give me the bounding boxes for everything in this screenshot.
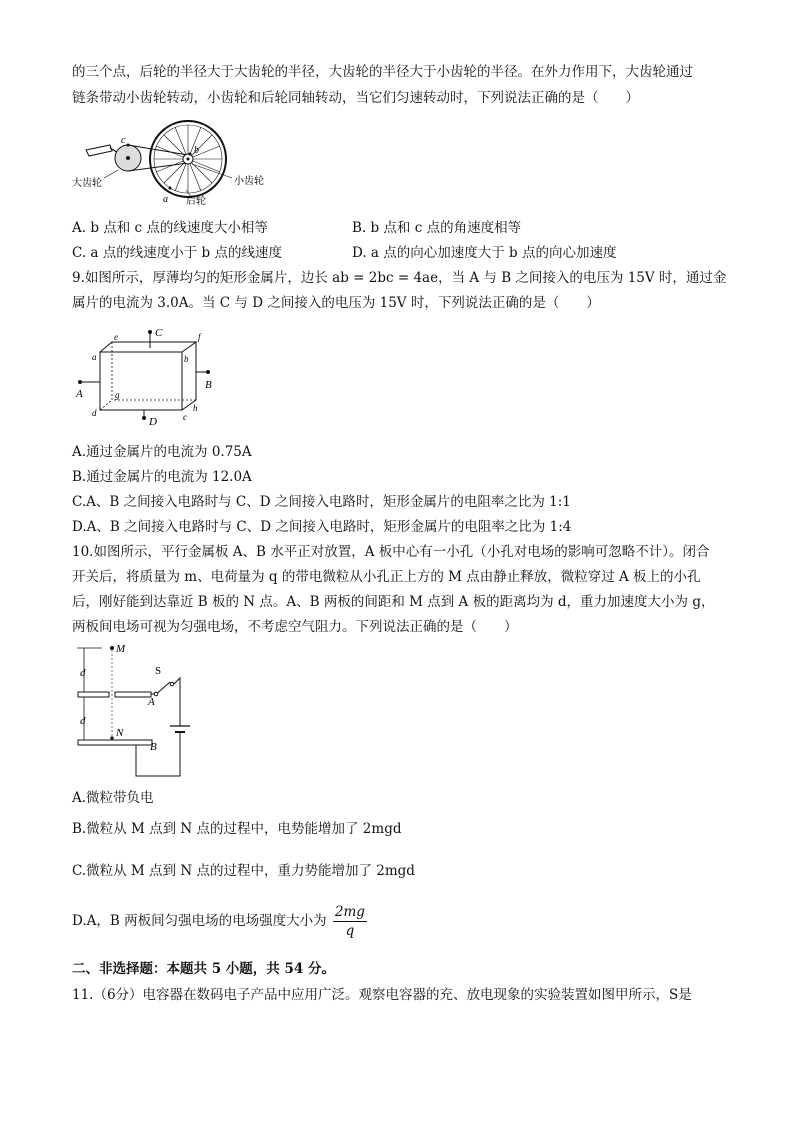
q8-option-c[interactable]: C. a 点的线速度小于 b 点的线速度 <box>72 245 282 261</box>
q8-bicycle-gear-figure <box>72 118 282 208</box>
q8-label-a: a <box>163 194 168 205</box>
pedal-handle <box>86 145 112 156</box>
q10-label-d-upper: d <box>80 667 86 679</box>
plate-A-left <box>78 692 109 697</box>
q9-label-f: f <box>198 332 201 342</box>
q10-option-d-fraction <box>333 903 367 940</box>
q10-stem-line-4: 两板间电场可视为匀强电场，不考虑空气阻力。下列说法正确的是（ ） <box>72 619 518 635</box>
q10-stem-line-3: 后，刚好能到达靠近 B 板的 N 点。A、B 两板的间距和 M 点到 A 板的距离均为 d，重力加速度大小为 g， <box>72 594 715 610</box>
q9-metal-sheet-figure <box>72 322 232 430</box>
plate-B <box>78 740 152 745</box>
q10-parallel-plates-figure <box>72 640 192 782</box>
q9-label-C: C <box>155 327 163 339</box>
q8-option-d[interactable]: D. a 点的向心加速度大于 b 点的向心加速度 <box>352 245 617 261</box>
q9-option-c[interactable]: C.A、B 之间接入电路时与 C、D 之间接入电路时，矩形金属片的电阻率之比为 1:1 <box>72 494 571 510</box>
q9-label-B: B <box>205 379 212 391</box>
q10-option-d[interactable] <box>72 903 367 940</box>
q10-label-N: N <box>116 727 124 739</box>
q10-option-a[interactable]: A.微粒带负电 <box>72 790 154 806</box>
q9-stem-line-1: 9.如图所示，厚薄均匀的矩形金属片，边长 ab = 2bc = 4ae，当 A 与 B 之间接入的电压为 15V 时，通过金 <box>72 270 727 286</box>
q9-label-c: c <box>183 412 187 422</box>
q8-label-b: b <box>194 145 199 156</box>
plate-A-right <box>115 692 151 697</box>
q10-label-d-lower: d <box>80 715 86 727</box>
q8-label-c: c <box>121 135 126 146</box>
q10-label-B: B <box>150 741 157 753</box>
q10-label-A: A <box>148 696 155 708</box>
q9-label-D: D <box>149 416 157 428</box>
section-2-heading: 二、非选择题：本题共 5 小题，共 54 分。 <box>72 961 335 977</box>
q8-stem-line-1: 的三个点，后轮的半径大于大齿轮的半径，大齿轮的半径大于小齿轮的半径。在外力作用下，大齿轮通过 <box>72 64 693 80</box>
q11-stem-line-1: 11.（6分）电容器在数码电子产品中应用广泛。观察电容器的充、放电现象的实验装置如图甲所示，S是 <box>72 987 692 1003</box>
q9-label-a: a <box>92 352 97 362</box>
q9-option-a[interactable]: A.通过金属片的电流为 0.75A <box>72 444 252 460</box>
q9-label-d: d <box>92 408 97 418</box>
q10-label-M: M <box>116 643 126 655</box>
q10-option-d-text: D.A，B 两板间匀强电场的电场强度大小为 <box>72 913 327 929</box>
q9-stem-line-2: 属片的电流为 3.0A。当 C 与 D 之间接入的电压为 15V 时，下列说法正确的是（ ） <box>72 295 600 311</box>
q10-option-c[interactable]: C.微粒从 M 点到 N 点的过程中，重力势能增加了 2mgd <box>72 863 415 879</box>
q9-label-h: h <box>193 403 198 413</box>
q9-option-b[interactable]: B.通过金属片的电流为 12.0A <box>72 469 252 485</box>
q8-option-b[interactable]: B. b 点和 c 点的角速度相等 <box>352 220 522 236</box>
q10-label-S: S <box>155 665 162 677</box>
q9-label-b: b <box>184 354 189 364</box>
q10-stem-line-1: 10.如图所示，平行金属板 A、B 水平正对放置，A 板中心有一小孔（小孔对电场的影响可忽略不计）。闭合 <box>72 544 710 560</box>
q8-label-rear-wheel: 后轮 <box>186 196 206 207</box>
q8-label-small-gear: 小齿轮 <box>234 176 264 187</box>
q9-label-e: e <box>114 332 118 342</box>
q10-stem-line-2: 开关后，将质量为 m、电荷量为 q 的带电微粒从小孔正上方的 M 点由静止释放，微粒穿过 A 板上的小孔 <box>72 569 701 585</box>
q9-option-d[interactable]: D.A、B 之间接入电路时与 C、D 之间接入电路时，矩形金属片的电阻率之比为 1:4 <box>72 519 572 535</box>
fraction-denominator: q <box>345 923 355 939</box>
fraction-numerator: 2mg <box>334 904 365 920</box>
sheet-front-face <box>100 352 182 410</box>
q9-label-A: A <box>76 388 83 400</box>
q8-label-big-gear: 大齿轮 <box>72 178 102 189</box>
q8-option-a[interactable]: A. b 点和 c 点的线速度大小相等 <box>72 220 268 236</box>
q10-option-b[interactable]: B.微粒从 M 点到 N 点的过程中，电势能增加了 2mgd <box>72 821 402 837</box>
q9-label-g: g <box>115 390 120 400</box>
q8-stem-line-2: 链条带动小齿轮转动，小齿轮和后轮同轴转动，当它们匀速转动时，下列说法正确的是（ ） <box>72 90 639 106</box>
